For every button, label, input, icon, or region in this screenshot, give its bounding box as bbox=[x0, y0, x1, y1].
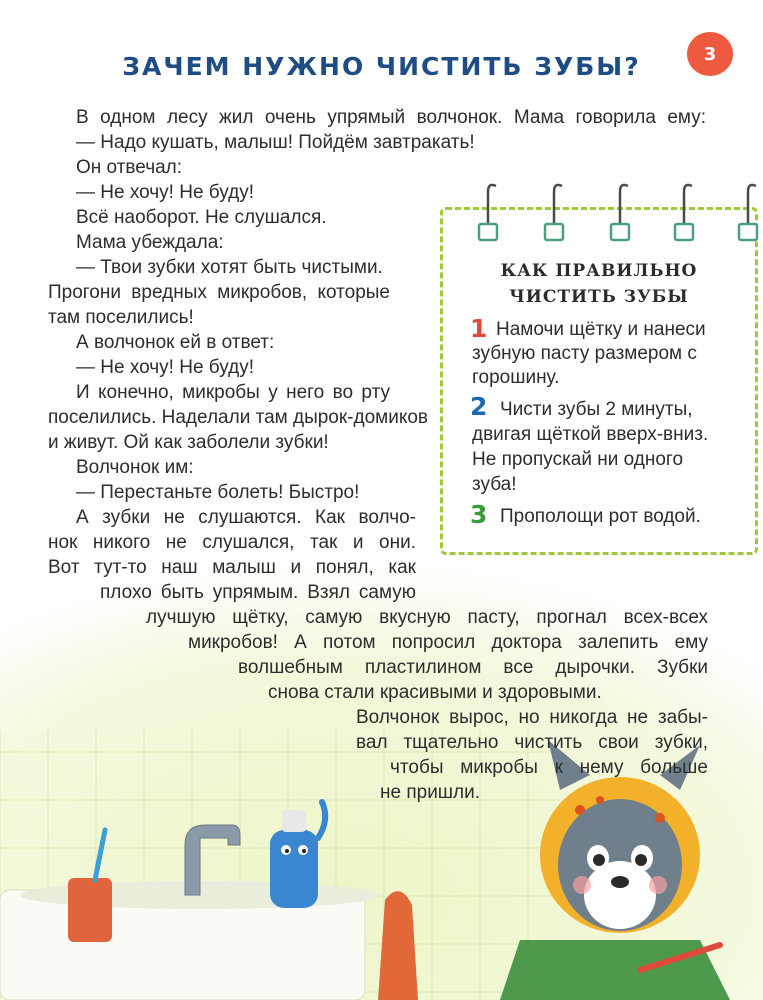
spiral-ring-icon bbox=[670, 180, 698, 244]
spiral-ring-icon bbox=[606, 180, 634, 244]
step-1-line: Намочи щётку и нанеси bbox=[496, 319, 706, 340]
story-line: волшебным пластилином все дырочки. Зубки bbox=[238, 657, 708, 678]
story-line: Волчонок вырос, но никогда не забы- bbox=[356, 707, 708, 728]
tips-heading bbox=[440, 258, 758, 310]
story-line: Мама убеждала: bbox=[76, 232, 224, 253]
story-line: Он отвечал: bbox=[76, 157, 183, 178]
story-line: Волчонок им: bbox=[76, 457, 194, 478]
step-1-line: горошину. bbox=[472, 367, 560, 388]
story-line: — Перестаньте болеть! Быстро! bbox=[76, 482, 360, 503]
story-line: поселились. Наделали там дырок-домиков bbox=[48, 407, 429, 428]
spiral-ring-icon bbox=[540, 180, 568, 244]
story-line: не пришли. bbox=[380, 782, 481, 803]
story-line: А зубки не слушаются. Как волчо- bbox=[76, 507, 416, 528]
story-line: нок никого не слушался, так и они. bbox=[48, 532, 416, 553]
step-number-3: 3 bbox=[470, 500, 488, 529]
story-line: — Не хочу! Не буду! bbox=[76, 357, 255, 378]
story-line: В одном лесу жил очень упрямый волчонок. Мама говорила ему: bbox=[76, 107, 706, 128]
step-2-line: зуба! bbox=[472, 474, 517, 495]
story-line: Прогони вредных микробов, которые bbox=[48, 282, 390, 303]
story-line: — Не хочу! Не буду! bbox=[76, 182, 255, 203]
spiral-ring-icon bbox=[734, 180, 762, 244]
step-3-line: Прополощи рот водой. bbox=[500, 506, 701, 527]
page-title: ЗАЧЕМ НУЖНО ЧИСТИТЬ ЗУБЫ? bbox=[122, 52, 641, 81]
story-line: А волчонок ей в ответ: bbox=[76, 332, 275, 353]
story-line: И конечно, микробы у него во рту bbox=[76, 382, 390, 403]
story-line: — Надо кушать, малыш! Пойдём завтракать! bbox=[76, 132, 475, 153]
step-number-2: 2 bbox=[470, 392, 488, 421]
step-number-1: 1 bbox=[470, 314, 488, 343]
page-number-badge: 3 bbox=[687, 32, 733, 76]
story-line: микробов! А потом попросил доктора залепить ему bbox=[188, 632, 708, 653]
step-2-line: двигая щёткой вверх-вниз. bbox=[472, 424, 709, 445]
story-line: и живут. Ой как заболели зубки! bbox=[48, 432, 329, 453]
cup bbox=[68, 878, 112, 942]
step-2-line: Чисти зубы 2 минуты, bbox=[500, 399, 693, 420]
story-line: Всё наоборот. Не слушался. bbox=[76, 207, 327, 228]
story-line: снова стали красивыми и здоровыми. bbox=[268, 682, 602, 703]
step-1-line: зубную пасту размером с bbox=[472, 343, 697, 364]
toothpaste-tube bbox=[270, 830, 318, 908]
story-line: вал тщательно чистить свои зубки, bbox=[356, 732, 708, 753]
story-line: плохо быть упрямым. Взял самую bbox=[100, 582, 416, 603]
story-line: Вот тут-то наш малыш и понял, как bbox=[48, 557, 416, 578]
spiral-ring-icon bbox=[474, 180, 502, 244]
tips-heading-line-2: ЧИСТИТЬ ЗУБЫ bbox=[509, 287, 689, 307]
story-line: — Твои зубки хотят быть чистыми. bbox=[76, 257, 383, 278]
story-line: чтобы микробы к нему больше bbox=[390, 757, 708, 778]
story-line: лучшую щётку, самую вкусную пасту, прогнал всех-всех bbox=[146, 607, 708, 628]
tips-heading-line-1: КАК ПРАВИЛЬНО bbox=[500, 261, 698, 281]
story-line: там поселились! bbox=[48, 307, 194, 328]
step-2-line: Не пропускай ни одного bbox=[472, 449, 684, 470]
